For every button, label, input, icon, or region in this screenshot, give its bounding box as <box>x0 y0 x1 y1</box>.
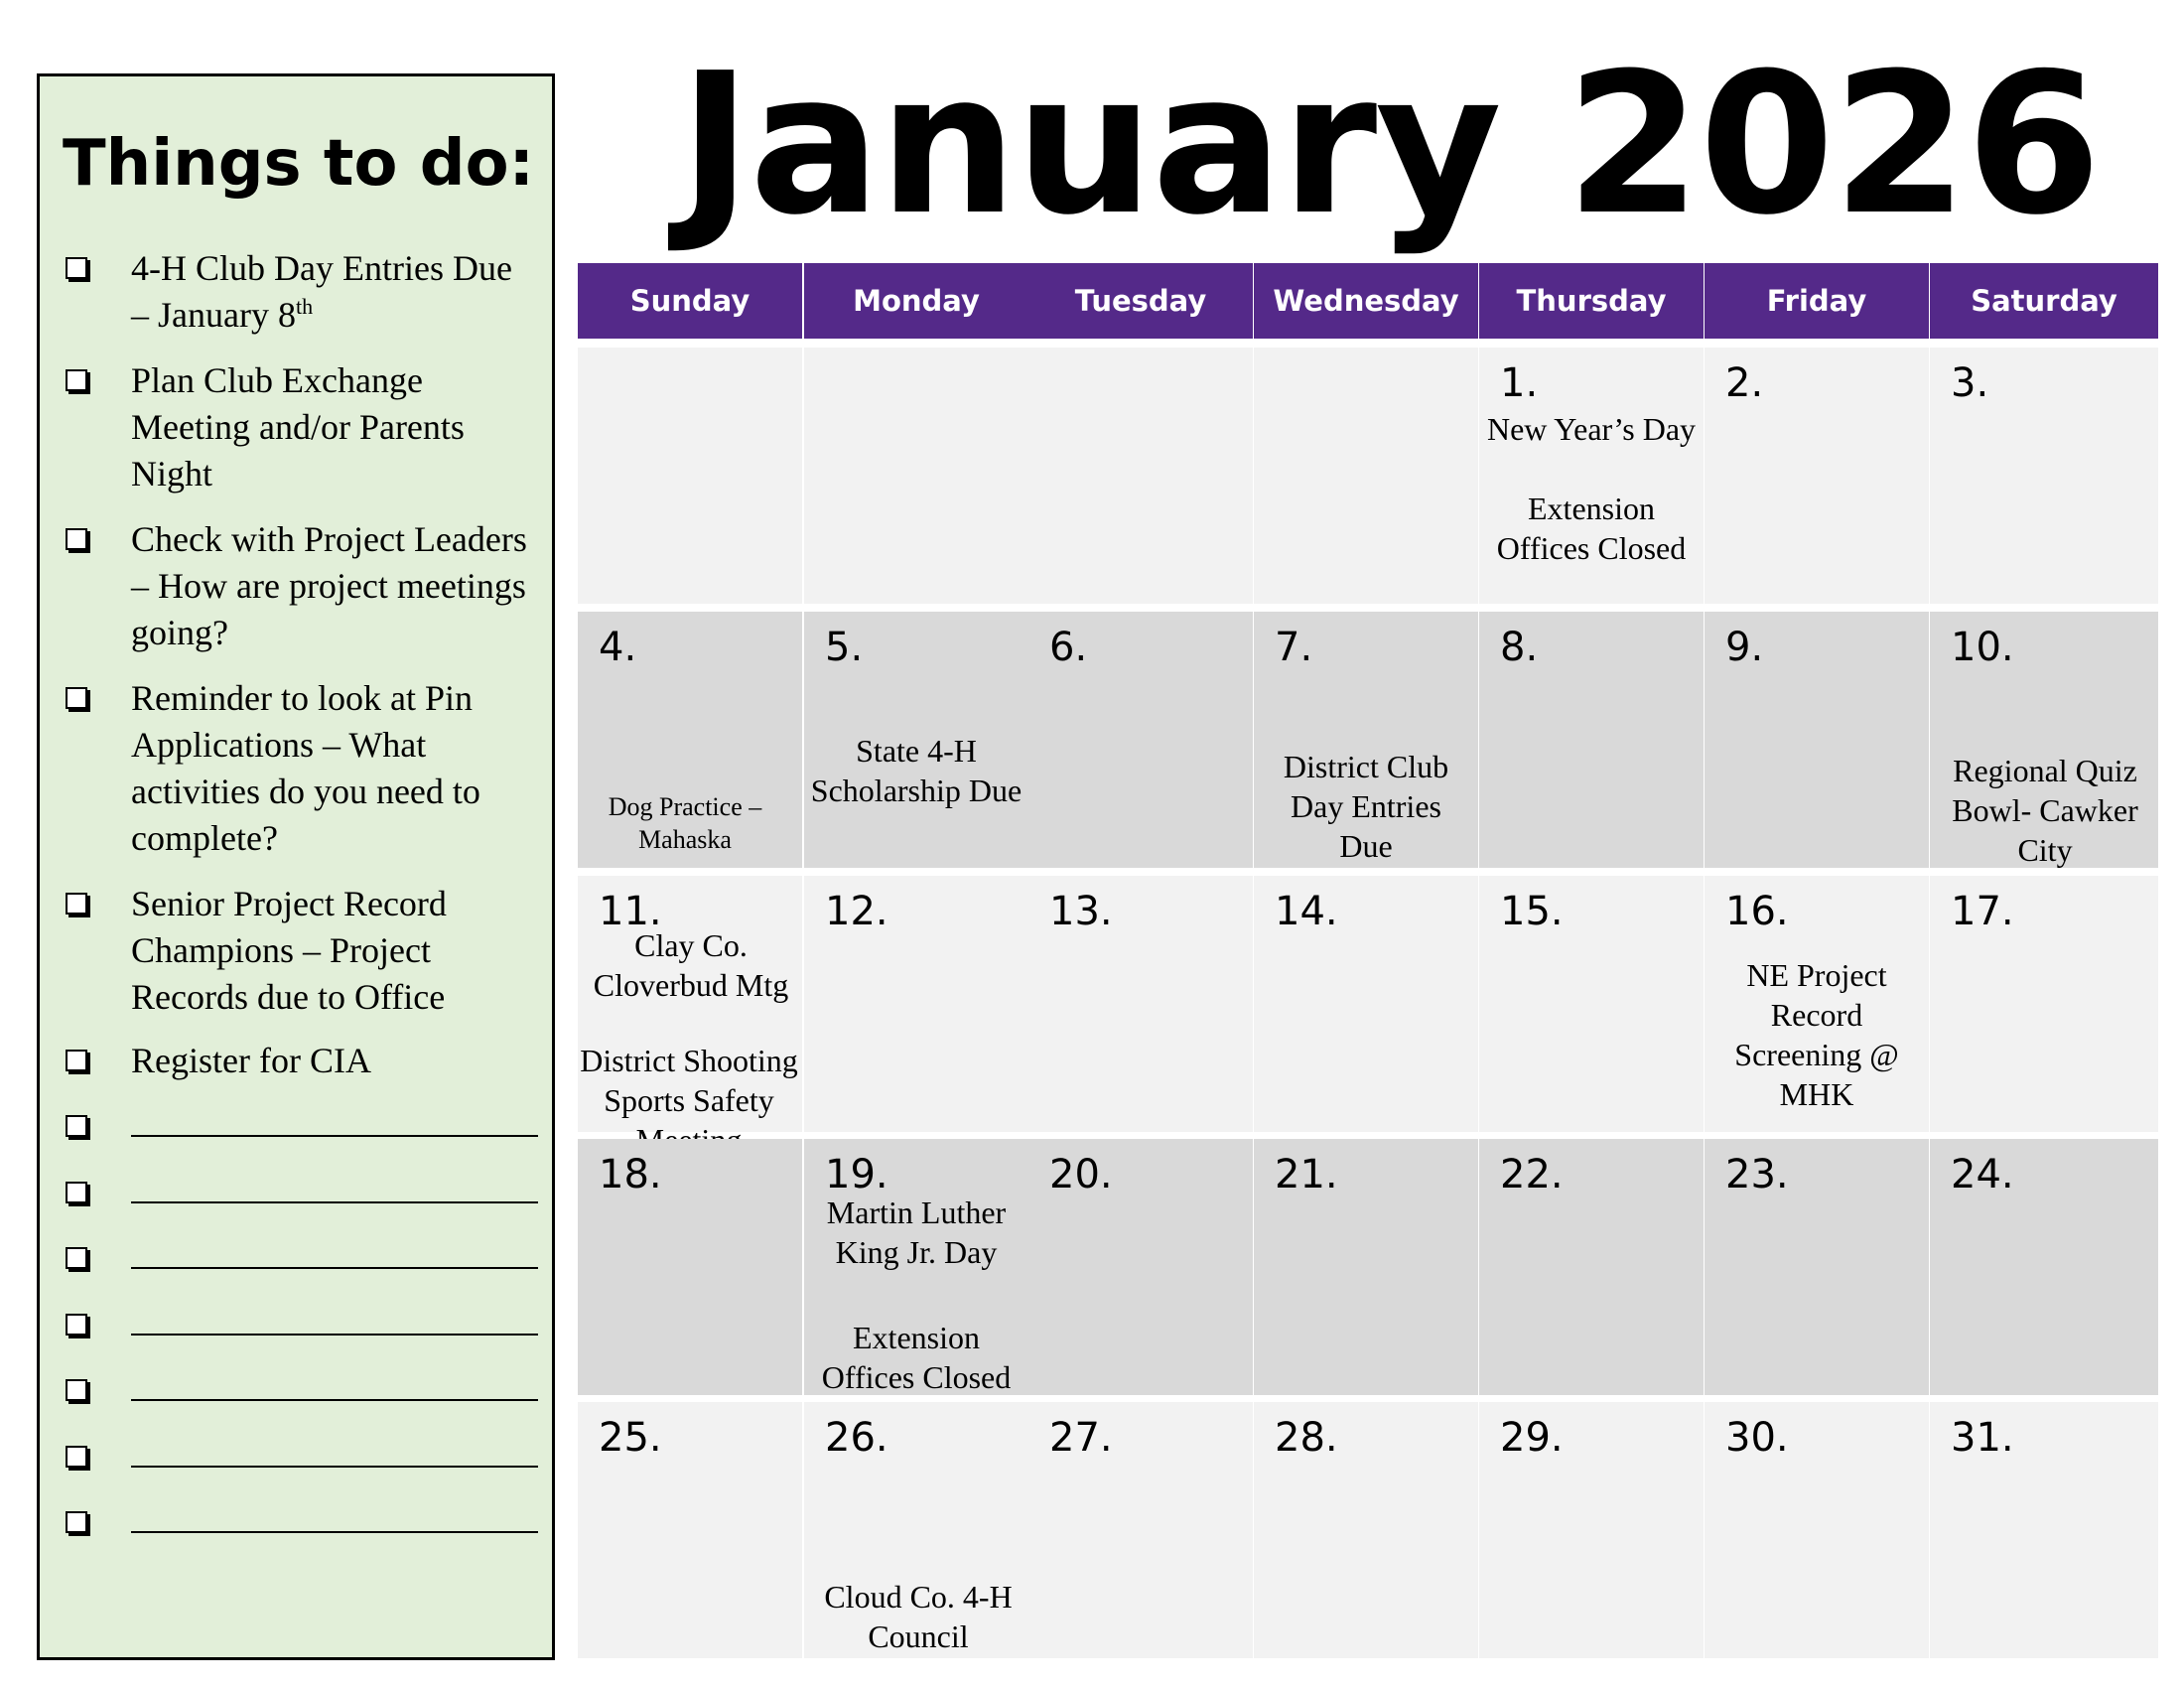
blank-line[interactable] <box>131 1267 538 1269</box>
blank-line[interactable] <box>131 1334 538 1336</box>
day-cell-6[interactable] <box>1028 612 1253 868</box>
todo-item-text: Plan Club Exchange Meeting and/or Parents Night <box>131 360 465 493</box>
event-text: Clay Co. Cloverbud Mtg <box>593 927 789 1003</box>
todo-item <box>40 357 552 497</box>
day-number: 6. <box>1049 625 1088 670</box>
day-number: 26. <box>825 1415 888 1461</box>
todo-blank-item <box>40 1302 552 1341</box>
day-cell-1[interactable] <box>1479 348 1704 604</box>
day-cell-3[interactable] <box>1930 348 2158 604</box>
weekday-friday: Friday <box>1705 263 1929 339</box>
checkbox-icon[interactable] <box>66 687 87 709</box>
checkbox-icon[interactable] <box>66 1247 87 1269</box>
day-number: 10. <box>1951 625 2014 670</box>
todo-blank-item <box>40 1367 552 1407</box>
day-cell-17[interactable] <box>1930 876 2158 1132</box>
day-number: 2. <box>1725 360 1764 406</box>
day-number: 9. <box>1725 625 1764 670</box>
event-text: NE Project Record Screening @ MHK <box>1734 957 1899 1112</box>
day-number: 16. <box>1725 889 1789 934</box>
todo-item <box>40 1038 552 1084</box>
todo-item-text: 4-H Club Day Entries Due – January 8th <box>131 248 512 335</box>
day-cell-20[interactable] <box>1028 1139 1253 1395</box>
day-number: 5. <box>825 625 864 670</box>
todo-item <box>40 675 552 862</box>
blank-line[interactable] <box>131 1466 538 1468</box>
day-cell-22[interactable] <box>1479 1139 1704 1395</box>
day-cell-24[interactable] <box>1930 1139 2158 1395</box>
blank-line[interactable] <box>131 1135 538 1137</box>
checkbox-icon[interactable] <box>66 1115 87 1137</box>
todo-item <box>40 881 552 1021</box>
empty-day-cell[interactable] <box>804 348 1028 604</box>
day-number: 7. <box>1275 625 1313 670</box>
day-number: 23. <box>1725 1152 1789 1197</box>
day-number: 28. <box>1275 1415 1338 1461</box>
event-text: New Year’s Day <box>1486 411 1697 447</box>
day-number: 31. <box>1951 1415 2014 1461</box>
todo-item <box>40 516 552 656</box>
day-cell-29[interactable] <box>1479 1402 1704 1658</box>
checkbox-icon[interactable] <box>66 1511 87 1533</box>
day-number: 27. <box>1049 1415 1113 1461</box>
checkbox-icon[interactable] <box>66 893 87 914</box>
day-number: 3. <box>1951 360 1989 406</box>
empty-day-cell[interactable] <box>578 348 802 604</box>
day-number: 1. <box>1500 360 1539 406</box>
day-cell-8[interactable] <box>1479 612 1704 868</box>
day-number: 20. <box>1049 1152 1113 1197</box>
todo-item-text: Senior Project Record Champions – Project Records due to Office <box>131 884 447 1017</box>
checkbox-icon[interactable] <box>66 1446 87 1468</box>
day-number: 4. <box>599 625 637 670</box>
day-number: 30. <box>1725 1415 1789 1461</box>
month-title: January 2026 <box>679 32 2100 258</box>
day-number: 18. <box>599 1152 662 1197</box>
checkbox-icon[interactable] <box>66 1379 87 1401</box>
day-number: 29. <box>1500 1415 1564 1461</box>
day-number: 13. <box>1049 889 1113 934</box>
day-cell-2[interactable] <box>1705 348 1929 604</box>
todo-item-text: Reminder to look at Pin Applications – What activities do you need to complete? <box>131 678 480 858</box>
day-number: 21. <box>1275 1152 1338 1197</box>
day-cell-26[interactable] <box>804 1402 1028 1658</box>
day-cell-25[interactable] <box>578 1402 802 1658</box>
day-cell-15[interactable] <box>1479 876 1704 1132</box>
day-cell-11[interactable] <box>578 876 802 1132</box>
day-cell-9[interactable] <box>1705 612 1929 868</box>
day-cell-4[interactable] <box>578 612 802 868</box>
day-number: 14. <box>1275 889 1338 934</box>
weekday-sunday: Sunday <box>578 263 802 339</box>
weekday-thursday: Thursday <box>1479 263 1704 339</box>
day-cell-21[interactable] <box>1254 1139 1478 1395</box>
todo-blank-item <box>40 1499 552 1539</box>
event-text: Cloud Co. 4-H Council <box>824 1579 1013 1654</box>
day-cell-13[interactable] <box>1028 876 1253 1132</box>
event-text: Regional Quiz Bowl- Cawker City <box>1952 753 2138 868</box>
empty-day-cell[interactable] <box>1028 348 1253 604</box>
blank-line[interactable] <box>131 1531 538 1533</box>
day-number: 22. <box>1500 1152 1564 1197</box>
day-number: 17. <box>1951 889 2014 934</box>
day-cell-30[interactable] <box>1705 1402 1929 1658</box>
todo-blank-item <box>40 1170 552 1209</box>
todo-blank-item <box>40 1103 552 1143</box>
weekday-wednesday: Wednesday <box>1254 263 1478 339</box>
weekday-monday: Monday <box>804 263 1028 339</box>
event-text: Dog Practice – Mahaska <box>608 792 762 854</box>
todo-blank-item <box>40 1235 552 1275</box>
weekday-saturday: Saturday <box>1930 263 2158 339</box>
checkbox-icon[interactable] <box>66 369 87 391</box>
day-number: 25. <box>599 1415 662 1461</box>
checkbox-icon[interactable] <box>66 1182 87 1203</box>
todo-item-text: Check with Project Leaders – How are project meetings going? <box>131 519 527 652</box>
event-text: Extension Offices Closed <box>821 1320 1012 1395</box>
day-cell-14[interactable] <box>1254 876 1478 1132</box>
day-cell-5[interactable] <box>804 612 1028 868</box>
day-cell-7[interactable] <box>1254 612 1478 868</box>
event-text: Extension Offices Closed <box>1496 491 1687 566</box>
day-number: 12. <box>825 889 888 934</box>
event-text: District Club Day Entries Due <box>1283 749 1449 864</box>
todo-blank-item <box>40 1434 552 1474</box>
day-cell-31[interactable] <box>1930 1402 2158 1658</box>
event-text: District Shooting Sports Safety <box>580 1043 798 1118</box>
day-cell-10[interactable] <box>1930 612 2158 868</box>
todo-panel <box>37 73 555 1660</box>
event-text: Martin Luther King Jr. Day <box>826 1195 1007 1270</box>
day-cell-23[interactable] <box>1705 1139 1929 1395</box>
checkbox-icon[interactable] <box>66 528 87 550</box>
day-number: 15. <box>1500 889 1564 934</box>
day-cell-12[interactable] <box>804 876 1028 1132</box>
day-number: 11. <box>599 889 662 934</box>
day-cell-19[interactable] <box>804 1139 1028 1395</box>
checkbox-icon[interactable] <box>66 1050 87 1071</box>
event-text: State 4-H Scholarship Due <box>810 733 1023 808</box>
day-cell-16[interactable] <box>1705 876 1929 1132</box>
day-number: 19. <box>825 1152 888 1197</box>
day-cell-28[interactable] <box>1254 1402 1478 1658</box>
day-number: 24. <box>1951 1152 2014 1197</box>
day-cell-27[interactable] <box>1028 1402 1253 1658</box>
ordinal-suffix: th <box>295 294 314 319</box>
weekday-header-row <box>578 263 2158 339</box>
day-cell-18[interactable] <box>578 1139 802 1395</box>
blank-line[interactable] <box>131 1201 538 1203</box>
todo-item <box>40 245 552 339</box>
checkbox-icon[interactable] <box>66 257 87 279</box>
weekday-tuesday: Tuesday <box>1028 263 1253 339</box>
empty-day-cell[interactable] <box>1254 348 1478 604</box>
todo-title: Things to do: <box>63 127 535 201</box>
blank-line[interactable] <box>131 1399 538 1401</box>
todo-item-text: Register for CIA <box>131 1041 371 1080</box>
day-number: 8. <box>1500 625 1539 670</box>
checkbox-icon[interactable] <box>66 1314 87 1336</box>
